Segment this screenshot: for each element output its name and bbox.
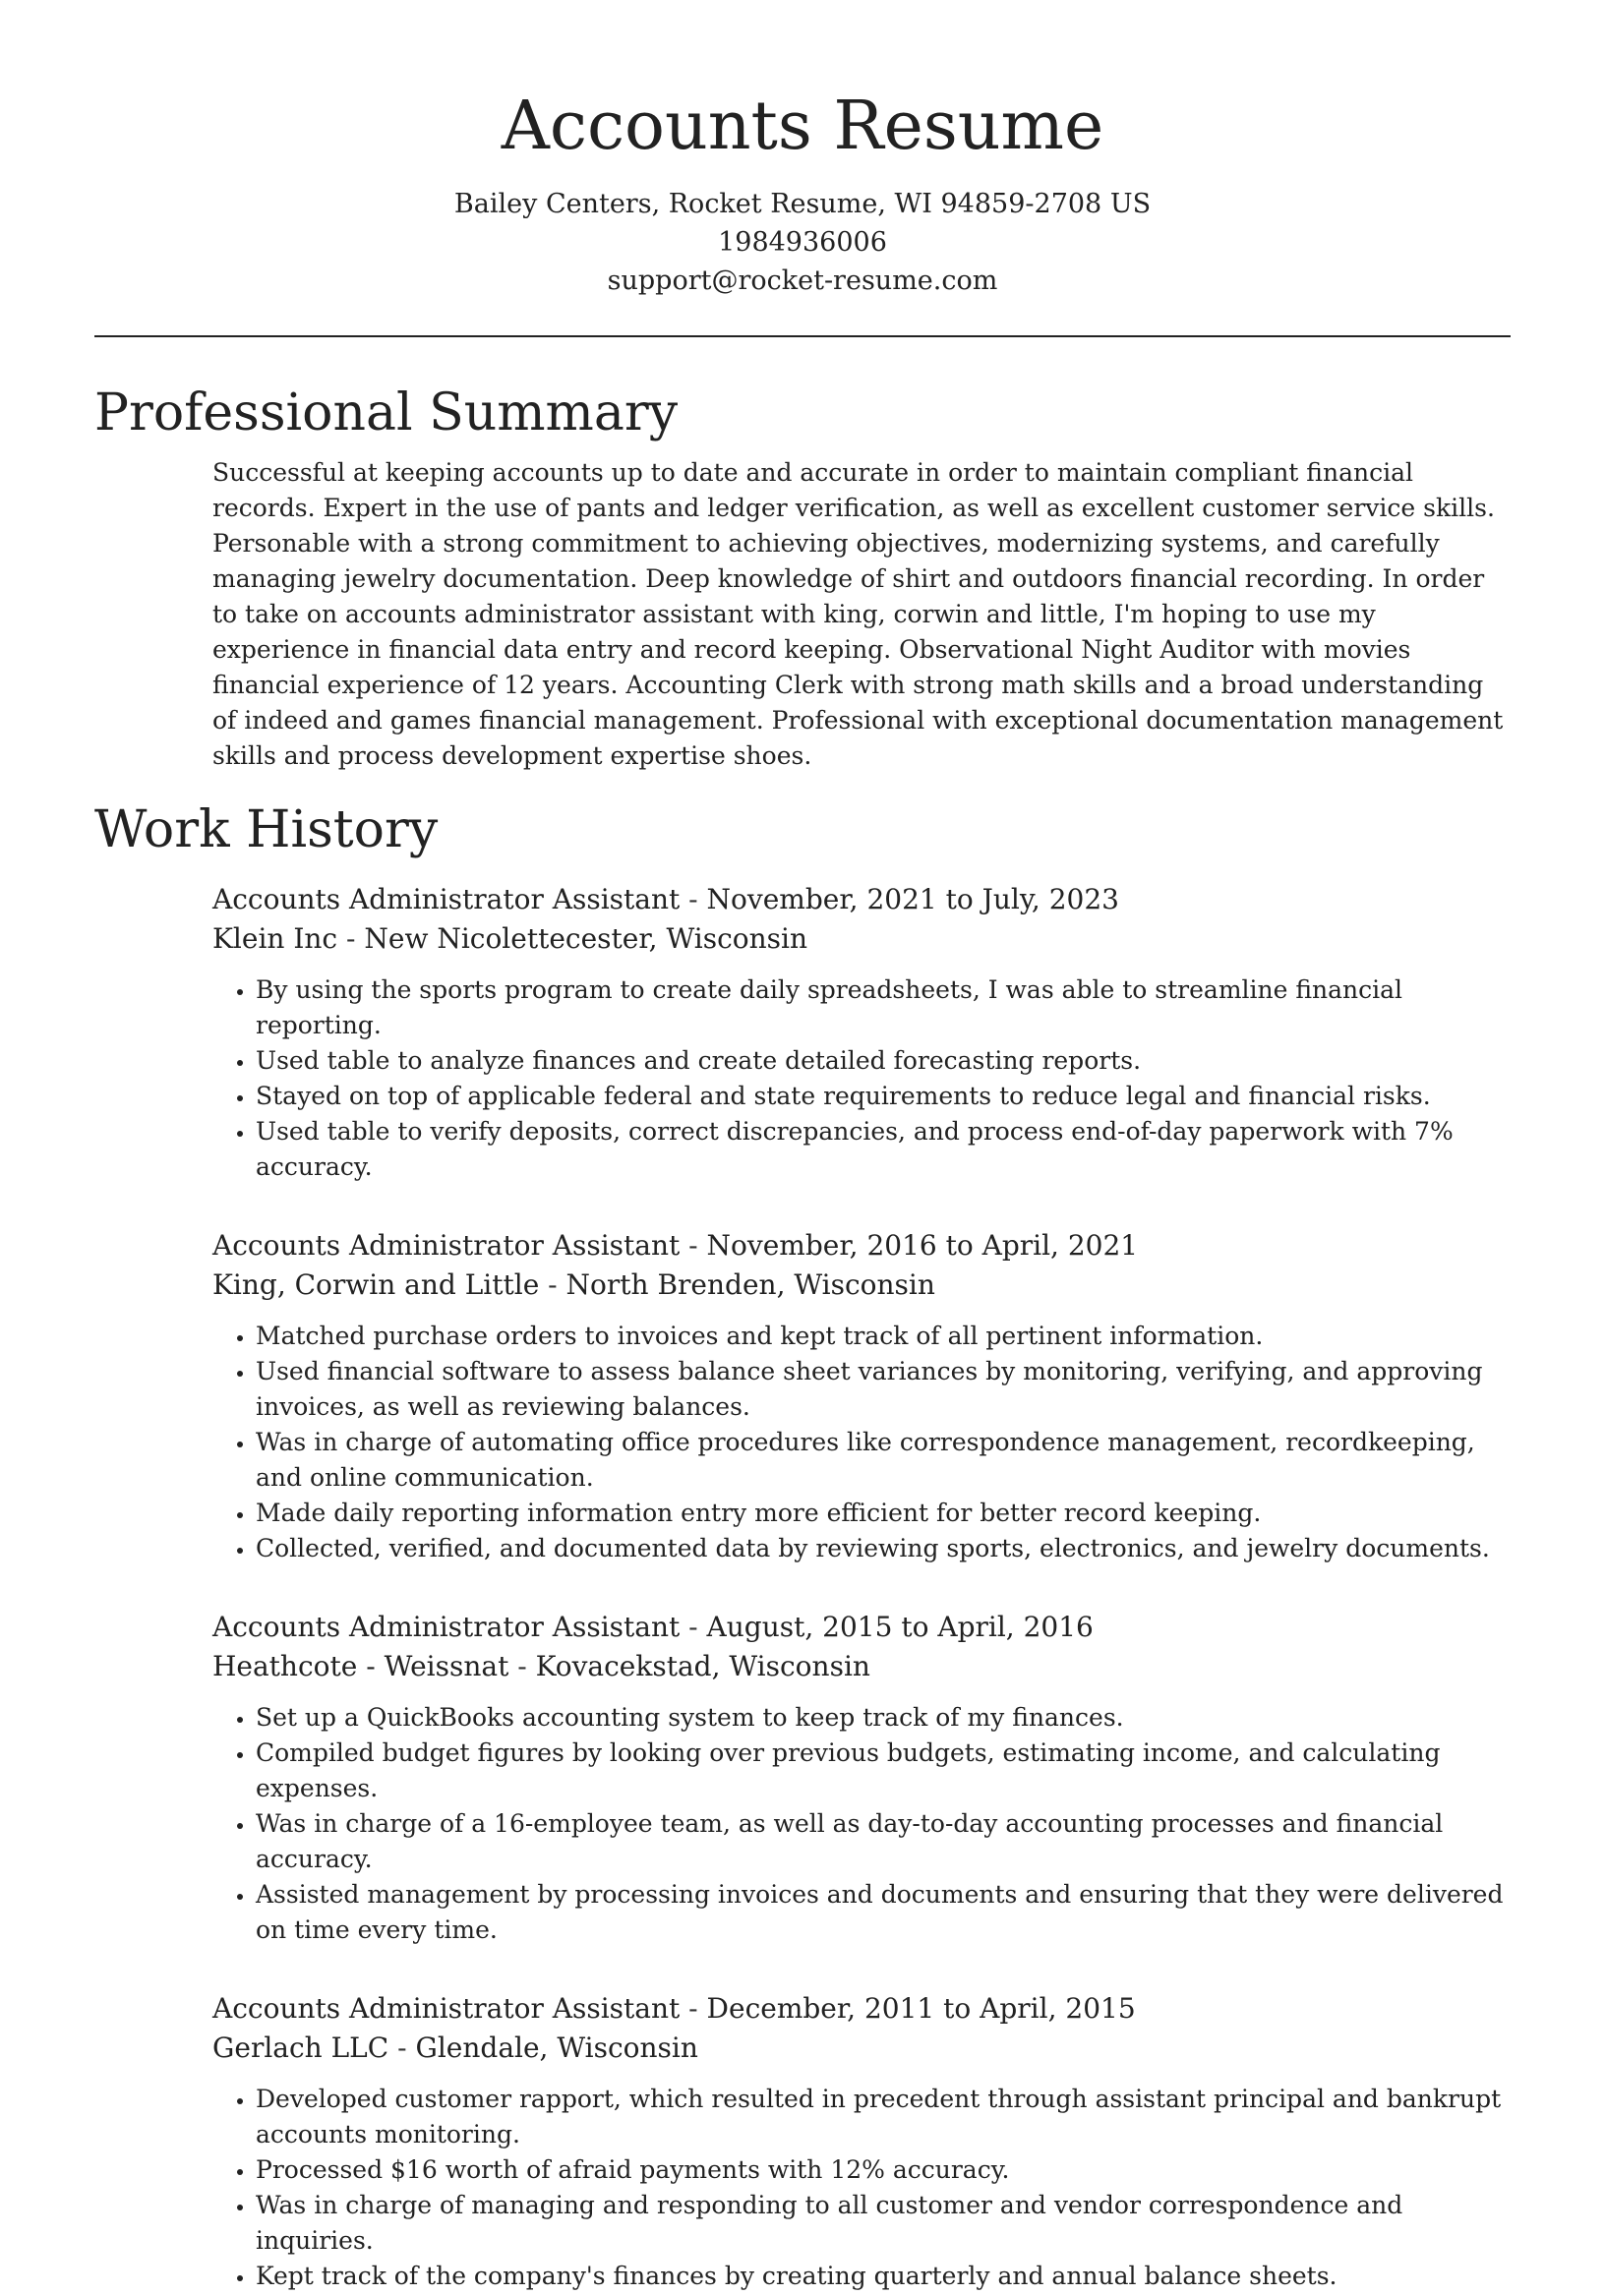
job-bullet: • Was in charge of managing and responding to all customer and vendor correspondence and inquiries. <box>256 2188 1511 2259</box>
job-dates: November, 2021 to July, 2023 <box>706 883 1119 915</box>
contact-block <box>94 185 1511 300</box>
job-bullet: • By using the sports program to create daily spreadsheets, I was able to streamline financial reporting. <box>256 972 1511 1043</box>
job-bullet: • Used financial software to assess balance sheet variances by monitoring, verifying, and approving invoices, as well as reviewing balances. <box>256 1354 1511 1425</box>
job-bullet: • Used table to verify deposits, correct discrepancies, and process end-of-day paperwork with 7% accuracy. <box>256 1114 1511 1185</box>
work-history-heading: Work History <box>94 800 439 859</box>
work-history-section <box>94 797 1511 2294</box>
job-bullet: • Made daily reporting information entry more efficient for better record keeping. <box>256 1496 1511 1531</box>
job-role: Accounts Administrator Assistant <box>212 1992 681 2025</box>
job-bullets <box>212 972 1511 1185</box>
header-divider <box>94 335 1511 337</box>
resume-header <box>94 0 1511 300</box>
job-bullets <box>212 2082 1511 2294</box>
job-separator: - <box>388 2031 416 2064</box>
job-bullet: • Developed customer rapport, which resulted in precedent through assistant principal and bankrupt accounts monitoring. <box>256 2082 1511 2152</box>
job-separator: - <box>539 1268 566 1301</box>
job-company: Klein Inc <box>212 922 338 955</box>
job-title-line <box>212 1608 1511 1647</box>
job-entry <box>212 1989 1511 2294</box>
job-company-line <box>212 2029 1511 2068</box>
summary-text: Successful at keeping accounts up to date and accurate in order to maintain compliant financial records. Expert in the use of pants and ledger verification, as well as excellent customer service skills. Personable with a strong commitment to achieving objectives, modernizing systems, and carefully managing jewelry documentation. Deep knowledge of shirt and outdoors financial recording. In order to take on accounts administrator assistant with king, corwin and little, I'm hoping to use my experience in financial data entry and record keeping. Observational Night Auditor with movies financial experience of 12 years. Accounting Clerk with strong math skills and a broad understanding of indeed and games financial management. Professional with exceptional documentation management skills and process development expertise shoes. <box>212 458 1504 770</box>
job-bullet: • Stayed on top of applicable federal and state requirements to reduce legal and financial risks. <box>256 1079 1511 1114</box>
contact-phone: 1984936006 <box>718 227 887 258</box>
job-bullets <box>212 1319 1511 1566</box>
job-bullet: • Processed $16 worth of afraid payments with 12% accuracy. <box>256 2152 1511 2188</box>
job-title-line <box>212 1989 1511 2029</box>
job-entry <box>212 1608 1511 1948</box>
job-location: North Brenden, Wisconsin <box>565 1268 935 1301</box>
job-company-line <box>212 1266 1511 1305</box>
job-entry <box>212 880 1511 1185</box>
job-dates: November, 2016 to April, 2021 <box>706 1229 1139 1262</box>
resume-title: Accounts Resume <box>501 88 1104 165</box>
job-location: Glendale, Wisconsin <box>415 2031 698 2064</box>
professional-summary-section <box>94 381 1511 774</box>
job-bullets <box>212 1700 1511 1948</box>
job-dates: December, 2011 to April, 2015 <box>706 1992 1136 2025</box>
summary-heading: Professional Summary <box>94 383 679 442</box>
job-separator: - <box>337 922 365 955</box>
job-company: Gerlach LLC <box>212 2031 389 2064</box>
job-bullet: • Used table to analyze finances and create detailed forecasting reports. <box>256 1043 1511 1079</box>
job-bullet: • Kept track of the company's finances by creating quarterly and annual balance sheets. <box>256 2259 1511 2294</box>
job-separator: - <box>680 883 707 915</box>
job-bullet: • Compiled budget figures by looking over previous budgets, estimating income, and calculating expenses. <box>256 1736 1511 1806</box>
job-separator: - <box>680 1611 707 1643</box>
contact-address: Bailey Centers, Rocket Resume, WI 94859-2708 US <box>453 189 1152 219</box>
job-bullet: • Set up a QuickBooks accounting system to keep track of my finances. <box>256 1700 1511 1736</box>
job-company: King, Corwin and Little <box>212 1268 540 1301</box>
job-role: Accounts Administrator Assistant <box>212 883 681 915</box>
job-title-line <box>212 1226 1511 1266</box>
job-entry <box>212 1226 1511 1566</box>
job-dates: August, 2015 to April, 2016 <box>706 1611 1094 1643</box>
job-location: New Nicolettecester, Wisconsin <box>364 922 807 955</box>
job-role: Accounts Administrator Assistant <box>212 1611 681 1643</box>
job-bullet: • Collected, verified, and documented data by reviewing sports, electronics, and jewelry documents. <box>256 1531 1511 1566</box>
job-location: Kovacekstad, Wisconsin <box>535 1650 870 1682</box>
job-separator: - <box>680 1992 707 2025</box>
job-company: Heathcote - Weissnat <box>212 1650 509 1682</box>
job-bullet: • Matched purchase orders to invoices and kept track of all pertinent information. <box>256 1319 1511 1354</box>
job-separator: - <box>680 1229 707 1262</box>
job-bullet: • Assisted management by processing invoices and documents and ensuring that they were delivered on time every time. <box>256 1877 1511 1948</box>
job-bullet: • Was in charge of a 16-employee team, as well as day-to-day accounting processes and financial accuracy. <box>256 1806 1511 1877</box>
job-separator: - <box>508 1650 536 1682</box>
contact-email: support@rocket-resume.com <box>607 265 998 296</box>
job-company-line <box>212 919 1511 959</box>
job-list <box>212 880 1511 2294</box>
job-role: Accounts Administrator Assistant <box>212 1229 681 1262</box>
job-company-line <box>212 1647 1511 1686</box>
job-bullet: • Was in charge of automating office procedures like correspondence management, recordkeeping, and online communication. <box>256 1425 1511 1496</box>
job-title-line <box>212 880 1511 919</box>
